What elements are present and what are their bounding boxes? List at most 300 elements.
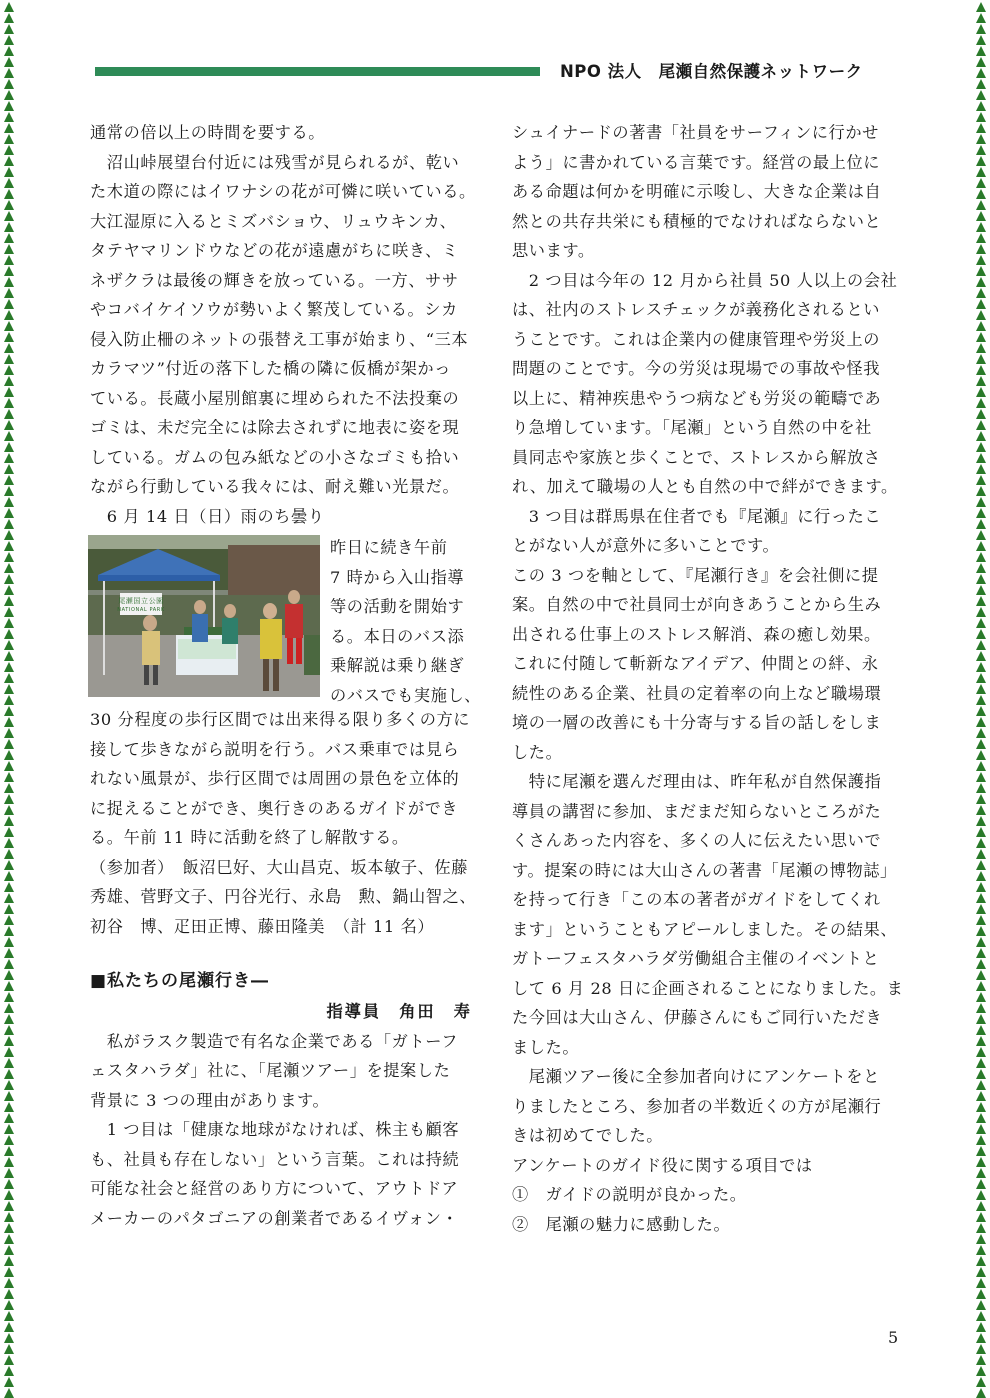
border-tree-icon — [4, 684, 14, 694]
border-tree-icon — [4, 387, 14, 397]
border-tree-icon — [4, 992, 14, 1002]
border-tree-icon — [4, 112, 14, 122]
text-line: を持って行き「この本の著者がガイドをしてくれ — [512, 890, 881, 909]
border-tree-icon — [4, 189, 14, 199]
text-line: カラマツ”付近の落下した橋の隣に仮橋が架かっ — [90, 359, 451, 378]
border-tree-icon — [976, 1036, 986, 1046]
text-line: ながら行動している我々には、耐え難い光景だ。 — [90, 477, 460, 496]
border-tree-icon — [976, 706, 986, 716]
border-tree-icon — [4, 1003, 14, 1013]
border-tree-icon — [4, 574, 14, 584]
border-tree-icon — [4, 761, 14, 771]
border-tree-icon — [976, 838, 986, 848]
photo-sign-subtext: NATIONAL PARK — [117, 607, 165, 613]
text-line: れ、加えて職場の人とも自然の中で絆ができます。 — [512, 477, 898, 496]
border-tree-icon — [4, 68, 14, 78]
border-tree-icon — [976, 508, 986, 518]
border-tree-icon — [4, 893, 14, 903]
text-line: 7 時から入山指導 — [330, 567, 465, 587]
text-line: やコバイケイソウが勢いよく繁茂している。シカ — [90, 300, 458, 319]
text-line: 特に尾瀬を選んだ理由は、昨年私が自然保護指 — [512, 772, 882, 791]
text-line: して 6 月 28 日に企画されることになりました。ま — [512, 978, 904, 998]
border-tree-icon — [4, 1102, 14, 1112]
border-tree-icon — [4, 915, 14, 925]
border-tree-icon — [976, 1124, 986, 1134]
border-tree-icon — [4, 178, 14, 188]
border-tree-icon — [976, 959, 986, 969]
border-tree-icon — [976, 1113, 986, 1123]
border-tree-icon — [4, 1091, 14, 1101]
border-tree-icon — [976, 948, 986, 958]
text-line: 1 つ目は「健康な地球がなければ、株主も顧客 — [90, 1120, 460, 1139]
text-line: ネザクラは最後の輝きを放っている。一方、ササ — [90, 270, 459, 290]
border-tree-icon — [4, 398, 14, 408]
border-tree-icon — [976, 937, 986, 947]
border-tree-icon — [4, 1047, 14, 1057]
text-line: る。本日のバス添 — [330, 626, 465, 646]
border-tree-icon — [4, 541, 14, 551]
text-line: 背景に 3 つの理由があります。 — [90, 1090, 330, 1110]
border-tree-icon — [4, 618, 14, 628]
border-tree-icon — [976, 552, 986, 562]
border-tree-icon — [976, 442, 986, 452]
border-tree-icon — [4, 497, 14, 507]
border-tree-icon — [976, 497, 986, 507]
text-line: きは初めてでした。 — [512, 1126, 664, 1145]
text-line: タテヤマリンドウなどの花が遠慮がちに咲き、ミ — [90, 241, 459, 260]
border-tree-icon — [4, 794, 14, 804]
border-tree-icon — [976, 266, 986, 276]
border-tree-icon — [976, 1135, 986, 1145]
border-tree-icon — [976, 233, 986, 243]
text-line: 境の一層の改善にも十分寄与する旨の話しをしま — [512, 713, 882, 732]
border-tree-icon — [976, 695, 986, 705]
text-line: シュイナードの著書「社員をサーフィンに行かせ — [512, 123, 879, 142]
border-tree-icon — [976, 717, 986, 727]
border-tree-icon — [4, 1058, 14, 1068]
border-tree-icon — [4, 640, 14, 650]
border-tree-icon — [976, 398, 986, 408]
border-tree-icon — [4, 1113, 14, 1123]
text-line: 通常の倍以上の時間を要する。 — [90, 123, 326, 142]
border-tree-icon — [976, 871, 986, 881]
border-tree-icon — [4, 1124, 14, 1134]
text-line: 秀雄、菅野文子、円谷光行、永島 勲、鍋山智之、 — [90, 887, 477, 906]
border-tree-icon — [976, 35, 986, 45]
border-tree-icon — [976, 981, 986, 991]
border-tree-icon — [976, 519, 986, 529]
border-tree-icon — [976, 563, 986, 573]
border-tree-icon — [4, 1267, 14, 1277]
border-tree-icon — [976, 893, 986, 903]
border-tree-icon — [976, 145, 986, 155]
border-tree-icon — [976, 1102, 986, 1112]
border-tree-icon — [976, 475, 986, 485]
text-line: した。 — [512, 742, 563, 762]
border-tree-icon — [976, 1245, 986, 1255]
text-line: 以上に、精神疾患やうつ病なども労災の範疇であ — [512, 388, 882, 408]
header-title: NPO 法人 尾瀬自然保護ネットワーク — [560, 62, 863, 81]
border-tree-icon — [976, 1058, 986, 1068]
border-tree-icon — [976, 255, 986, 265]
text-line: 侵入防止柵のネットの張替え工事が始まり、“三本 — [90, 329, 469, 349]
border-tree-icon — [976, 596, 986, 606]
border-tree-icon — [4, 321, 14, 331]
border-tree-icon — [4, 156, 14, 166]
border-tree-icon — [4, 695, 14, 705]
border-tree-icon — [4, 266, 14, 276]
text-line: 思います。 — [512, 241, 595, 260]
border-tree-icon — [4, 827, 14, 837]
text-line: アンケートのガイド役に関する項目では — [512, 1155, 813, 1175]
left-section-text — [90, 1027, 486, 1234]
border-tree-icon — [976, 1256, 986, 1266]
border-tree-icon — [976, 849, 986, 859]
border-tree-icon — [4, 255, 14, 265]
border-tree-icon — [976, 574, 986, 584]
text-line: ガトーフェスタハラダ労働組合主催のイベントと — [512, 949, 880, 968]
border-tree-icon — [976, 112, 986, 122]
decorative-border-right — [976, 0, 986, 1398]
border-tree-icon — [976, 2, 986, 12]
border-tree-icon — [4, 1256, 14, 1266]
border-tree-icon — [976, 68, 986, 78]
border-tree-icon — [4, 585, 14, 595]
border-tree-icon — [4, 486, 14, 496]
text-line: ェスタハラダ」社に、「尾瀬ツアー」を提案した — [90, 1061, 451, 1080]
text-line: 2 つ目は今年の 12 月から社員 50 人以上の会社 — [512, 270, 898, 290]
right-column — [512, 118, 902, 1239]
border-tree-icon — [976, 1333, 986, 1343]
border-tree-icon — [4, 1355, 14, 1365]
border-tree-icon — [4, 508, 14, 518]
photo-illustration — [88, 535, 320, 697]
border-tree-icon — [4, 1234, 14, 1244]
text-line: 問題のことです。今の労災は現場での事故や怪我 — [512, 359, 881, 378]
text-line: 接して歩きながら説明を行う。バス乗車では見ら — [90, 739, 460, 759]
border-tree-icon — [976, 607, 986, 617]
border-tree-icon — [976, 662, 986, 672]
border-tree-icon — [4, 167, 14, 177]
border-tree-icon — [4, 1135, 14, 1145]
border-tree-icon — [4, 607, 14, 617]
left-after-photo-text — [90, 705, 486, 941]
border-tree-icon — [976, 1377, 986, 1387]
border-tree-icon — [4, 904, 14, 914]
section-heading: ■私たちの尾瀬行き― — [90, 971, 270, 991]
border-tree-icon — [4, 244, 14, 254]
text-line: 導員の講習に参加、まだまだ知らないところがた — [512, 801, 882, 821]
text-line: 出される仕事上のストレス解消、森の癒し効果。 — [512, 624, 881, 644]
border-tree-icon — [4, 1036, 14, 1046]
border-tree-icon — [4, 365, 14, 375]
border-tree-icon — [4, 354, 14, 364]
border-tree-icon — [4, 1212, 14, 1222]
border-tree-icon — [976, 1179, 986, 1189]
border-tree-icon — [4, 1388, 14, 1398]
border-tree-icon — [976, 24, 986, 34]
text-line: ます」ということもアピールしました。その結果、 — [512, 919, 898, 939]
border-tree-icon — [4, 882, 14, 892]
border-tree-icon — [976, 288, 986, 298]
border-tree-icon — [4, 1146, 14, 1156]
border-tree-icon — [976, 409, 986, 419]
border-tree-icon — [4, 739, 14, 749]
text-line: 昨日に続き午前 — [330, 538, 448, 557]
border-tree-icon — [976, 1190, 986, 1200]
text-line: りましたところ、参加者の半数近くの方が尾瀬行 — [512, 1096, 882, 1116]
border-tree-icon — [4, 1311, 14, 1321]
text-line: ① ガイドの説明が良かった。 — [512, 1185, 747, 1204]
border-tree-icon — [4, 1014, 14, 1024]
border-tree-icon — [976, 992, 986, 1002]
text-line: この 3 つを軸として、『尾瀬行き』を会社側に提 — [512, 565, 879, 585]
border-tree-icon — [4, 453, 14, 463]
text-line: 続性のある企業、社員の定着率の向上など職場環 — [512, 683, 882, 703]
border-tree-icon — [4, 530, 14, 540]
text-line: 尾瀬ツアー後に全参加者向けにアンケートをと — [512, 1067, 880, 1086]
text-line: 員同志や家族と歩くことで、ストレスから解放さ — [512, 447, 881, 467]
border-tree-icon — [4, 376, 14, 386]
border-tree-icon — [976, 277, 986, 287]
border-tree-icon — [976, 420, 986, 430]
border-tree-icon — [4, 442, 14, 452]
border-tree-icon — [4, 24, 14, 34]
border-tree-icon — [4, 134, 14, 144]
border-tree-icon — [4, 629, 14, 639]
border-tree-icon — [976, 354, 986, 364]
border-tree-icon — [4, 332, 14, 342]
border-tree-icon — [4, 596, 14, 606]
border-tree-icon — [4, 772, 14, 782]
border-tree-icon — [976, 1014, 986, 1024]
decorative-border-left — [4, 0, 14, 1398]
border-tree-icon — [976, 222, 986, 232]
border-tree-icon — [976, 1311, 986, 1321]
border-tree-icon — [976, 1069, 986, 1079]
border-tree-icon — [976, 1300, 986, 1310]
border-tree-icon — [976, 1080, 986, 1090]
section-author: 指導員 角田 寿 — [326, 1002, 472, 1021]
text-line: とがない人が意外に多いことです。 — [512, 536, 780, 555]
text-line: ② 尾瀬の魅力に感動した。 — [512, 1214, 731, 1234]
text-line: 案。自然の中で社員同士が向きあうことから生み — [512, 595, 882, 614]
left-top-text — [90, 118, 486, 531]
border-tree-icon — [4, 1289, 14, 1299]
border-tree-icon — [4, 1168, 14, 1178]
text-line: 沼山峠展望台付近には残雪が見られるが、乾い — [90, 152, 460, 172]
border-tree-icon — [4, 101, 14, 111]
border-tree-icon — [976, 783, 986, 793]
border-tree-icon — [976, 464, 986, 474]
text-line: れない風景が、歩行区間では周囲の景色を立体的 — [90, 769, 460, 788]
border-tree-icon — [4, 871, 14, 881]
text-line: す。提案の時には大山さんの著書「尾瀬の博物誌」 — [512, 860, 897, 880]
border-tree-icon — [976, 1003, 986, 1013]
border-tree-icon — [4, 519, 14, 529]
border-tree-icon — [976, 618, 986, 628]
border-tree-icon — [4, 13, 14, 23]
border-tree-icon — [4, 728, 14, 738]
border-tree-icon — [976, 90, 986, 100]
border-tree-icon — [4, 343, 14, 353]
border-tree-icon — [976, 321, 986, 331]
border-tree-icon — [976, 156, 986, 166]
border-tree-icon — [976, 167, 986, 177]
border-tree-icon — [4, 288, 14, 298]
border-tree-icon — [4, 464, 14, 474]
border-tree-icon — [976, 728, 986, 738]
border-tree-icon — [4, 750, 14, 760]
border-tree-icon — [4, 1366, 14, 1376]
border-tree-icon — [976, 431, 986, 441]
border-tree-icon — [4, 838, 14, 848]
text-line: 大江湿原に入るとミズバショウ、リュウキンカ、 — [90, 211, 457, 231]
border-tree-icon — [4, 706, 14, 716]
border-tree-icon — [4, 431, 14, 441]
border-tree-icon — [4, 2, 14, 12]
border-tree-icon — [4, 805, 14, 815]
border-tree-icon — [976, 629, 986, 639]
border-tree-icon — [976, 805, 986, 815]
text-line: ゴミは、未だ完全には除去されずに地表に姿を現 — [90, 418, 460, 437]
border-tree-icon — [4, 948, 14, 958]
border-tree-icon — [976, 1025, 986, 1035]
border-tree-icon — [976, 79, 986, 89]
border-tree-icon — [976, 684, 986, 694]
text-line: している。ガムの包み紙などの小さなゴミも拾い — [90, 447, 460, 467]
border-tree-icon — [976, 761, 986, 771]
border-tree-icon — [4, 1190, 14, 1200]
border-tree-icon — [4, 563, 14, 573]
text-line: うことです。これは企業内の健康管理や労災上の — [512, 329, 881, 349]
border-tree-icon — [976, 816, 986, 826]
border-tree-icon — [976, 640, 986, 650]
border-tree-icon — [4, 552, 14, 562]
border-tree-icon — [4, 420, 14, 430]
border-tree-icon — [4, 1080, 14, 1090]
text-line: くさんあった内容を、多くの人に伝えたい思いで — [512, 831, 882, 850]
border-tree-icon — [976, 101, 986, 111]
border-tree-icon — [4, 90, 14, 100]
border-tree-icon — [976, 1157, 986, 1167]
border-tree-icon — [976, 673, 986, 683]
border-tree-icon — [4, 1025, 14, 1035]
text-line: （参加者） 飯沼巳好、大山昌克、坂本敏子、佐藤 — [90, 857, 469, 877]
border-tree-icon — [4, 310, 14, 320]
border-tree-icon — [976, 651, 986, 661]
border-tree-icon — [976, 310, 986, 320]
border-tree-icon — [4, 145, 14, 155]
border-tree-icon — [976, 189, 986, 199]
border-tree-icon — [976, 387, 986, 397]
border-tree-icon — [976, 1091, 986, 1101]
text-line: のバスでも実施し、 — [330, 685, 482, 705]
border-tree-icon — [976, 1234, 986, 1244]
border-tree-icon — [4, 1069, 14, 1079]
border-tree-icon — [4, 211, 14, 221]
text-line: 3 つ目は群馬県在住者でも『尾瀬』に行ったこ — [512, 506, 882, 526]
border-tree-icon — [976, 57, 986, 67]
border-tree-icon — [976, 860, 986, 870]
border-tree-icon — [976, 365, 986, 375]
border-tree-icon — [4, 1201, 14, 1211]
border-tree-icon — [976, 1168, 986, 1178]
border-tree-icon — [4, 783, 14, 793]
border-tree-icon — [4, 35, 14, 45]
border-tree-icon — [976, 46, 986, 56]
border-tree-icon — [4, 277, 14, 287]
border-tree-icon — [4, 222, 14, 232]
border-tree-icon — [976, 585, 986, 595]
text-line: た木道の際にはイワナシの花が可憐に咲いている。 — [90, 182, 476, 201]
border-tree-icon — [976, 178, 986, 188]
border-tree-icon — [976, 1267, 986, 1277]
border-tree-icon — [976, 1289, 986, 1299]
border-tree-icon — [976, 772, 986, 782]
border-tree-icon — [4, 1344, 14, 1354]
text-line: メーカーのパタゴニアの創業者であるイヴォン・ — [90, 1208, 459, 1228]
text-line: ている。長蔵小屋別館裏に埋められた不法投棄の — [90, 388, 460, 408]
text-line: も、社員も存在しない」という言葉。これは持続 — [90, 1149, 460, 1169]
border-tree-icon — [4, 475, 14, 485]
border-tree-icon — [4, 970, 14, 980]
text-line: ました。 — [512, 1037, 580, 1057]
text-line: る。午前 11 時に活動を終了し解散する。 — [90, 828, 409, 847]
text-line: これに付随して斬新なアイデア、仲間との絆、永 — [512, 654, 879, 673]
text-line: 乗解説は乗り継ぎ — [330, 656, 465, 675]
border-tree-icon — [976, 1366, 986, 1376]
border-tree-icon — [976, 1355, 986, 1365]
border-tree-icon — [4, 46, 14, 56]
border-tree-icon — [976, 530, 986, 540]
border-tree-icon — [4, 849, 14, 859]
border-tree-icon — [976, 904, 986, 914]
border-tree-icon — [976, 739, 986, 749]
text-line: に捉えることができ、奥行きのあるガイドができ — [90, 798, 459, 818]
border-tree-icon — [976, 970, 986, 980]
border-tree-icon — [976, 750, 986, 760]
border-tree-icon — [976, 1223, 986, 1233]
border-tree-icon — [976, 926, 986, 936]
border-tree-icon — [4, 981, 14, 991]
border-tree-icon — [976, 1146, 986, 1156]
border-tree-icon — [4, 1278, 14, 1288]
border-tree-icon — [976, 486, 986, 496]
border-tree-icon — [4, 409, 14, 419]
border-tree-icon — [976, 244, 986, 254]
border-tree-icon — [976, 13, 986, 23]
border-tree-icon — [4, 937, 14, 947]
border-tree-icon — [4, 1322, 14, 1332]
text-line: 私がラスク製造で有名な企業である「ガトーフ — [90, 1031, 459, 1051]
guide-tent-photo — [88, 535, 320, 697]
text-line: 30 分程度の歩行区間では出来得る限り多くの方に — [90, 710, 471, 729]
text-line: は、社内のストレスチェックが義務化されるとい — [512, 300, 881, 319]
border-tree-icon — [4, 299, 14, 309]
border-tree-icon — [976, 1047, 986, 1057]
border-tree-icon — [4, 860, 14, 870]
border-tree-icon — [4, 1223, 14, 1233]
text-line: 可能な社会と経営のあり方について、アウトドア — [90, 1179, 459, 1198]
border-tree-icon — [976, 299, 986, 309]
page-number: 5 — [888, 1328, 899, 1347]
border-tree-icon — [4, 200, 14, 210]
border-tree-icon — [976, 200, 986, 210]
border-tree-icon — [4, 1245, 14, 1255]
left-column — [90, 118, 486, 1233]
border-tree-icon — [976, 827, 986, 837]
